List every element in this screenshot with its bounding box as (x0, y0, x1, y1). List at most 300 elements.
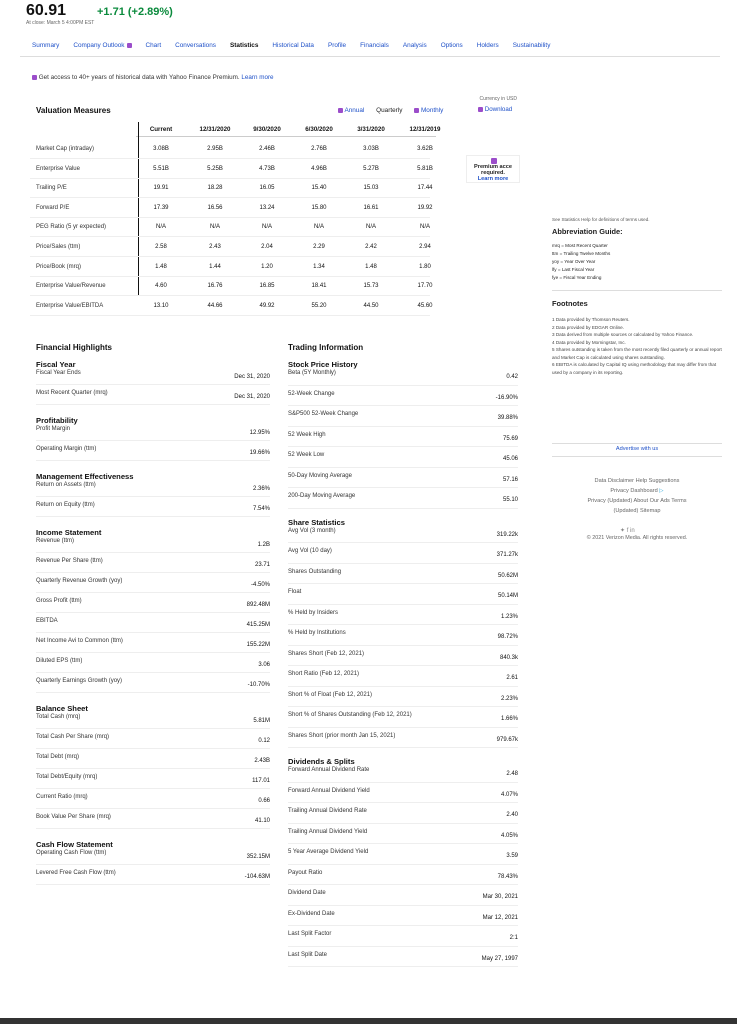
stat-value: 155.22M (246, 642, 270, 648)
row-divider (288, 747, 518, 748)
abbreviation-item: yoy = Year Over Year (552, 259, 596, 264)
stat-value: 98.72% (497, 634, 518, 640)
footer-links-row3[interactable]: Privacy (Updated) About Our Ads Terms (587, 498, 687, 504)
valuation-cell: 5.25B (207, 165, 223, 172)
valuation-cell: 17.70 (417, 283, 433, 290)
tab-chart[interactable]: Chart (145, 42, 162, 49)
stat-label: Gross Profit (ttm) (36, 598, 82, 604)
tab-conversations[interactable]: Conversations (175, 42, 216, 49)
valuation-cell: 19.92 (417, 204, 433, 211)
stat-value: 2.36% (252, 486, 270, 492)
valuation-cell: N/A (365, 224, 376, 231)
row-divider (36, 864, 270, 865)
row-divider (36, 748, 270, 749)
stat-value: 1.2B (257, 542, 270, 548)
valuation-cell: 5.27B (363, 165, 379, 172)
row-divider (288, 665, 518, 666)
stat-label: Float (288, 589, 302, 595)
footer-links-row1[interactable]: Data Disclaimer Help Suggestions (594, 478, 680, 484)
footnote-item: 3 Data derived from multiple sources or calculated by Yahoo Finance. (552, 332, 694, 337)
row-divider (288, 542, 518, 543)
tab-holders[interactable]: Holders (476, 42, 499, 49)
premium-banner (30, 74, 274, 81)
row-divider (30, 217, 430, 218)
stat-value: 50.62M (497, 572, 518, 579)
row-divider (30, 256, 430, 257)
stat-value: 319.22k (496, 531, 518, 538)
valuation-cell: 2.43 (209, 244, 221, 250)
abbreviation-list (552, 242, 722, 282)
stat-value: 78.43% (497, 873, 518, 880)
valuation-cell: 16.85 (259, 283, 275, 290)
stat-value: 45.06 (502, 456, 518, 462)
row-divider (30, 276, 430, 277)
valuation-cell: N/A (261, 224, 272, 231)
row-divider (288, 467, 518, 468)
adchoices-icon: ▷ (659, 488, 664, 494)
footnotes-title: Footnotes (552, 299, 588, 308)
footnote-item: 2 Data provided by EDGAR Online. (552, 324, 625, 330)
valuation-cell: 19.91 (153, 185, 169, 192)
row-divider (36, 828, 270, 829)
row-divider (288, 946, 518, 947)
lock-icon (478, 107, 483, 112)
stat-label: 200-Day Moving Average (288, 493, 356, 499)
currency-note: Currency in USD (479, 96, 517, 102)
stat-value: 3.59 (506, 853, 518, 859)
valuation-cell: 44.50 (363, 302, 379, 309)
abbreviation-item: mrq = Most Recent Quarter (552, 243, 608, 248)
row-divider (288, 843, 518, 844)
valuation-cell: 5.51B (153, 165, 169, 172)
row-divider (30, 236, 430, 237)
section-title: Balance Sheet (36, 704, 88, 713)
row-divider (36, 632, 270, 633)
row-divider (288, 624, 518, 625)
tab-options[interactable]: Options (440, 42, 463, 49)
see-help-text: See Statistics Help for definitions of terms used. (552, 217, 650, 222)
divider (20, 56, 720, 57)
stat-label: Most Recent Quarter (mrq) (36, 390, 108, 396)
stat-label: Operating Cash Flow (ttm) (36, 850, 107, 856)
valuation-cell: 16.56 (207, 204, 223, 211)
stat-label: Total Cash (mrq) (36, 714, 81, 720)
row-divider (30, 178, 430, 179)
copyright: © 2021 Verizon Media. All rights reserved. (586, 535, 688, 541)
valuation-cell: 16.05 (259, 185, 275, 192)
valuation-row-label: Price/Book (mrq) (36, 263, 82, 270)
valuation-row-label: Forward P/E (36, 204, 70, 211)
footnote-item: 5 Shares outstanding is taken from the most recently filed quarterly or annual report and Market Cap is calculated using shares outstanding. (552, 347, 722, 360)
divider (552, 290, 722, 291)
row-divider (36, 516, 270, 517)
financial-highlights-title: Financial Highlights (36, 343, 113, 352)
row-divider (288, 405, 518, 406)
valuation-cell: 13.10 (153, 302, 169, 309)
section-title: Share Statistics (288, 517, 345, 527)
abbreviation-item: lfy = Last Fiscal Year (552, 267, 595, 272)
stat-label: Total Debt/Equity (mrq) (36, 774, 98, 780)
stat-label: Trailing Annual Dividend Rate (288, 808, 367, 814)
stat-value: 0.12 (258, 738, 270, 744)
row-divider (36, 768, 270, 769)
section-title: Dividends & Splits (288, 757, 355, 766)
stat-label: Revenue (ttm) (36, 538, 75, 544)
valuation-cell: 2.42 (365, 244, 377, 250)
stat-value: Mar 12, 2021 (482, 914, 518, 921)
valuation-cell: 4.96B (311, 165, 327, 172)
stat-label: Return on Equity (ttm) (36, 502, 95, 508)
column-header: 12/31/2019 (409, 126, 441, 133)
lock-icon (414, 108, 419, 113)
valuation-row-label: Enterprise Value/EBITDA (36, 302, 104, 309)
stat-label: Book Value Per Share (mrq) (36, 814, 111, 820)
column-header: 12/31/2020 (199, 126, 231, 133)
valuation-row-label: Trailing P/E (36, 185, 67, 192)
stat-label: Total Debt (mrq) (36, 754, 80, 760)
tab-financials[interactable]: Financials (360, 42, 389, 49)
valuation-title: Valuation Measures (36, 106, 111, 115)
stat-value: Dec 31, 2020 (234, 394, 270, 400)
market-time: At close: March 5 4:00PM EST (26, 20, 95, 26)
trading-information-title: Trading Information (288, 343, 364, 352)
valuation-cell: 1.48 (155, 263, 167, 270)
premium-required-box (466, 155, 520, 183)
row-divider (30, 158, 430, 159)
section-title: Cash Flow Statement (36, 840, 113, 849)
divider (552, 456, 722, 457)
stat-label: 5 Year Average Dividend Yield (288, 849, 369, 855)
stat-value: 50.14M (497, 593, 518, 599)
stat-value: -4.50% (250, 582, 270, 588)
stat-label: Fiscal Year Ends (36, 370, 81, 376)
stat-value: -104.63M (244, 874, 270, 880)
valuation-cell: 3.62B (417, 146, 433, 152)
row-divider (36, 612, 270, 613)
abbreviation-item: ttm = Trailing Twelve Months (552, 251, 611, 256)
stat-value: 12.95% (249, 430, 270, 436)
valuation-row-label: Enterprise Value/Revenue (36, 283, 106, 290)
valuation-cell: 15.03 (363, 185, 379, 192)
row-divider (288, 446, 518, 447)
facebook-icon[interactable]: f (626, 528, 629, 534)
stat-value: Mar 30, 2021 (482, 894, 518, 900)
row-divider (36, 552, 270, 553)
row-divider (36, 788, 270, 789)
stat-label: Dividend Date (288, 890, 326, 896)
row-divider (288, 966, 518, 967)
abbreviation-title: Abbreviation Guide: (552, 227, 623, 236)
stat-label: Forward Annual Dividend Rate (288, 767, 370, 773)
valuation-cell: 2.94 (419, 244, 431, 250)
row-divider (288, 864, 518, 865)
row-divider (30, 315, 430, 316)
stat-label: Total Cash Per Share (mrq) (36, 734, 110, 740)
stat-label: Levered Free Cash Flow (ttm) (36, 870, 116, 876)
advertise-link[interactable]: Advertise with us (615, 446, 659, 452)
stat-value: 1.66% (500, 716, 518, 722)
valuation-cell: 16.76 (207, 283, 223, 290)
stat-label: Short % of Shares Outstanding (Feb 12, 2021) (288, 712, 412, 718)
quarterly-toggle[interactable]: Quarterly (376, 107, 403, 114)
valuation-cell: 44.66 (207, 302, 223, 309)
stat-value: 2.48 (506, 771, 518, 777)
valuation-cell: 1.34 (313, 263, 325, 270)
quote-nav (32, 42, 564, 49)
valuation-cell: 3.03B (363, 146, 379, 152)
tab-profile[interactable]: Profile (327, 42, 347, 49)
valuation-cell: 4.73B (259, 165, 275, 172)
stat-value: 2.23% (500, 695, 518, 702)
stat-label: % Held by Insiders (288, 609, 339, 616)
valuation-cell: 2.04 (261, 244, 273, 250)
tab-historical-data[interactable]: Historical Data (272, 42, 314, 49)
footnote-item: 4 Data provided by Morningstar, Inc. (552, 339, 626, 345)
stat-label: Shares Outstanding (288, 568, 342, 575)
valuation-cell: 2.29 (313, 244, 325, 250)
valuation-cell: 55.20 (311, 302, 327, 309)
stat-value: 415.25M (246, 622, 270, 628)
twitter-icon[interactable]: ✦ (620, 528, 626, 534)
row-divider (288, 604, 518, 605)
divider (552, 443, 722, 444)
stat-label: Forward Annual Dividend Yield (288, 787, 370, 794)
footnote-list (552, 316, 722, 376)
valuation-cell: N/A (313, 224, 324, 231)
valuation-cell: 2.76B (311, 146, 327, 152)
valuation-cell: 18.41 (311, 283, 327, 290)
stat-label: Short Ratio (Feb 12, 2021) (288, 671, 360, 677)
period-toggle (336, 107, 443, 114)
section-title: Management Effectiveness (36, 472, 134, 481)
valuation-cell: 18.28 (207, 185, 223, 192)
stat-value: 41.10 (254, 818, 270, 824)
download-button[interactable] (476, 106, 512, 113)
annual-toggle[interactable]: Annual (344, 107, 365, 114)
row-divider (288, 782, 518, 783)
valuation-cell: 4.60 (155, 283, 167, 290)
stat-label: Avg Vol (10 day) (288, 548, 332, 554)
row-divider (36, 572, 270, 573)
row-divider (288, 686, 518, 687)
stat-value: 371.27k (496, 552, 518, 558)
valuation-cell: 17.44 (417, 185, 433, 192)
valuation-cell: 3.08B (153, 146, 169, 152)
valuation-table (30, 120, 530, 309)
banner-text: Get access to 40+ years of historical data with Yahoo Finance Premium. (38, 74, 240, 81)
row-divider (36, 672, 270, 673)
stat-value: 3.06 (258, 662, 270, 668)
bottom-bar (0, 1018, 737, 1024)
stat-label: 50-Day Moving Average (288, 472, 352, 479)
lock-icon (491, 158, 497, 164)
section-title: Income Statement (36, 528, 102, 537)
section-title: Stock Price History (288, 360, 358, 369)
row-divider (36, 652, 270, 653)
stat-label: Ex-Dividend Date (288, 910, 335, 917)
stat-label: S&P500 52-Week Change (288, 411, 359, 417)
stat-value: Dec 31, 2020 (234, 374, 270, 380)
row-divider (288, 487, 518, 488)
premium-learn-more[interactable]: Learn more (477, 176, 509, 183)
stat-label: EBITDA (36, 618, 58, 624)
premium-line2: required. (481, 170, 505, 177)
column-header: Current (149, 126, 173, 133)
tab-sustainability[interactable]: Sustainability (512, 42, 551, 49)
lock-icon (338, 108, 343, 113)
monthly-toggle[interactable]: Monthly (420, 107, 444, 114)
stat-value: 39.88% (497, 415, 518, 421)
price-change: +1.71 (+2.89%) (97, 6, 173, 18)
valuation-cell: 17.39 (153, 204, 169, 211)
abbreviation-item: fye = Fiscal Year Ending (552, 275, 602, 280)
valuation-cell: 1.20 (261, 263, 273, 270)
row-divider (288, 645, 518, 646)
stock-price: 60.91 (26, 2, 67, 19)
valuation-cell: 1.48 (365, 263, 377, 270)
row-divider (36, 692, 270, 693)
stat-value: -10.70% (247, 682, 270, 688)
footer-links-row4[interactable]: (Updated) Sitemap (613, 508, 661, 514)
row-divider (288, 706, 518, 707)
stat-label: 52 Week High (288, 431, 326, 438)
tab-analysis[interactable]: Analysis (402, 42, 427, 49)
stat-label: Quarterly Earnings Growth (yoy) (36, 678, 123, 684)
row-divider (288, 884, 518, 885)
row-divider (288, 426, 518, 427)
footer-links (552, 476, 722, 516)
stat-value: 0.66 (258, 798, 270, 804)
valuation-cell: 1.44 (209, 263, 221, 270)
footnote-item: 6 EBITDA is calculated by Capital IQ using methodology that may differ from that used by a company in its reporting. (552, 362, 717, 375)
stat-label: Payout Ratio (288, 869, 323, 876)
download-label: Download (484, 106, 513, 113)
stat-value: 4.07% (500, 791, 518, 798)
valuation-cell: 2.95B (207, 146, 223, 152)
row-divider (288, 925, 518, 926)
valuation-cell: 5.81B (417, 165, 433, 172)
row-divider (30, 197, 430, 198)
row-divider (288, 727, 518, 728)
tab-label: Company Outlook (73, 42, 125, 49)
valuation-cell: 1.80 (419, 263, 431, 270)
valuation-cell: 45.60 (417, 302, 433, 309)
stat-value: 55.10 (502, 497, 518, 503)
stat-value: 117.01 (252, 778, 270, 784)
row-divider (36, 384, 270, 385)
banner-learn-more-link[interactable]: Learn more (241, 74, 274, 81)
row-divider (36, 592, 270, 593)
valuation-cell: 49.92 (259, 302, 275, 309)
valuation-cell: N/A (209, 224, 220, 231)
row-divider (288, 802, 518, 803)
stat-label: Current Ratio (mrq) (36, 794, 88, 800)
privacy-dashboard-row[interactable] (552, 486, 722, 496)
stat-value: 57.16 (502, 476, 518, 483)
row-divider (36, 728, 270, 729)
stat-value: -16.90% (495, 394, 518, 401)
stat-label: Shares Short (prior month Jan 15, 2021) (288, 732, 396, 739)
stat-label: Short % of Float (Feb 12, 2021) (288, 691, 373, 698)
valuation-cell: N/A (155, 224, 166, 231)
row-divider (36, 884, 270, 885)
stat-value: 840.3k (499, 654, 518, 661)
stat-value: 75.69 (502, 435, 518, 442)
stat-label: Shares Short (Feb 12, 2021) (288, 650, 365, 657)
stat-value: 7.54% (252, 506, 270, 512)
row-divider (36, 460, 270, 461)
stat-value: 2.61 (506, 675, 518, 681)
stat-value: 2.40 (506, 812, 518, 818)
valuation-cell: 2.46B (259, 146, 275, 152)
tab-summary[interactable]: Summary (32, 42, 60, 49)
stat-label: % Held by Institutions (288, 630, 346, 636)
row-divider (288, 508, 518, 509)
stat-value: 352.15M (246, 854, 270, 860)
stat-label: Operating Margin (ttm) (36, 446, 97, 452)
stat-label: Quarterly Revenue Growth (yoy) (36, 578, 123, 584)
valuation-cell: 15.73 (363, 283, 379, 290)
stat-value: 979.67k (496, 736, 518, 743)
row-divider (288, 385, 518, 386)
stat-value: 2:1 (509, 935, 518, 941)
stat-value: May 27, 1997 (481, 955, 518, 962)
valuation-row-label: Enterprise Value (36, 165, 80, 172)
valuation-cell: 15.40 (311, 185, 327, 192)
row-divider (288, 905, 518, 906)
footnote-item: 1 Data provided by Thomson Reuters. (552, 317, 630, 322)
row-divider (288, 583, 518, 584)
column-header: 9/30/2020 (253, 126, 281, 133)
stat-value: 5.81M (253, 718, 270, 724)
section-title: Profitability (36, 416, 78, 425)
tab-statistics[interactable]: Statistics (230, 42, 259, 49)
stat-label: Last Split Date (288, 951, 328, 958)
stat-label: Diluted EPS (ttm) (36, 658, 83, 664)
stat-label: Beta (5Y Monthly) (288, 370, 336, 376)
stat-value: 4.05% (500, 832, 518, 839)
stat-value: 2.43B (254, 758, 270, 764)
valuation-cell: 16.61 (363, 204, 379, 211)
premium-line1: Premium acce (474, 164, 512, 171)
stat-label: 52 Week Low (288, 452, 325, 458)
column-header: 6/30/2020 (305, 126, 333, 133)
row-divider (36, 496, 270, 497)
stat-label: Net Income Avi to Common (ttm) (36, 638, 123, 644)
row-divider (36, 404, 270, 405)
stat-label: Trailing Annual Dividend Yield (288, 828, 368, 835)
row-divider (36, 808, 270, 809)
social-icons (620, 527, 635, 534)
stat-label: Return on Assets (ttm) (36, 482, 96, 488)
linkedin-icon[interactable]: in (630, 528, 635, 534)
tab-company-outlook[interactable] (73, 42, 131, 49)
valuation-cell: 13.24 (259, 204, 275, 211)
stat-label: Avg Vol (3 month) (288, 527, 336, 534)
section-title: Fiscal Year (36, 360, 76, 369)
stat-label: Last Split Factor (288, 931, 332, 937)
stat-label: Profit Margin (36, 426, 71, 432)
valuation-cell: 15.80 (311, 204, 327, 211)
valuation-row-label: Price/Sales (ttm) (36, 244, 81, 250)
row-divider (36, 440, 270, 441)
column-header: 3/31/2020 (357, 126, 385, 133)
lock-icon (32, 75, 37, 80)
row-divider (288, 563, 518, 564)
valuation-row-label: Market Cap (intraday) (36, 146, 95, 152)
privacy-dashboard-link[interactable]: Privacy Dashboard (610, 488, 658, 494)
stat-value: 0.42 (506, 374, 518, 380)
